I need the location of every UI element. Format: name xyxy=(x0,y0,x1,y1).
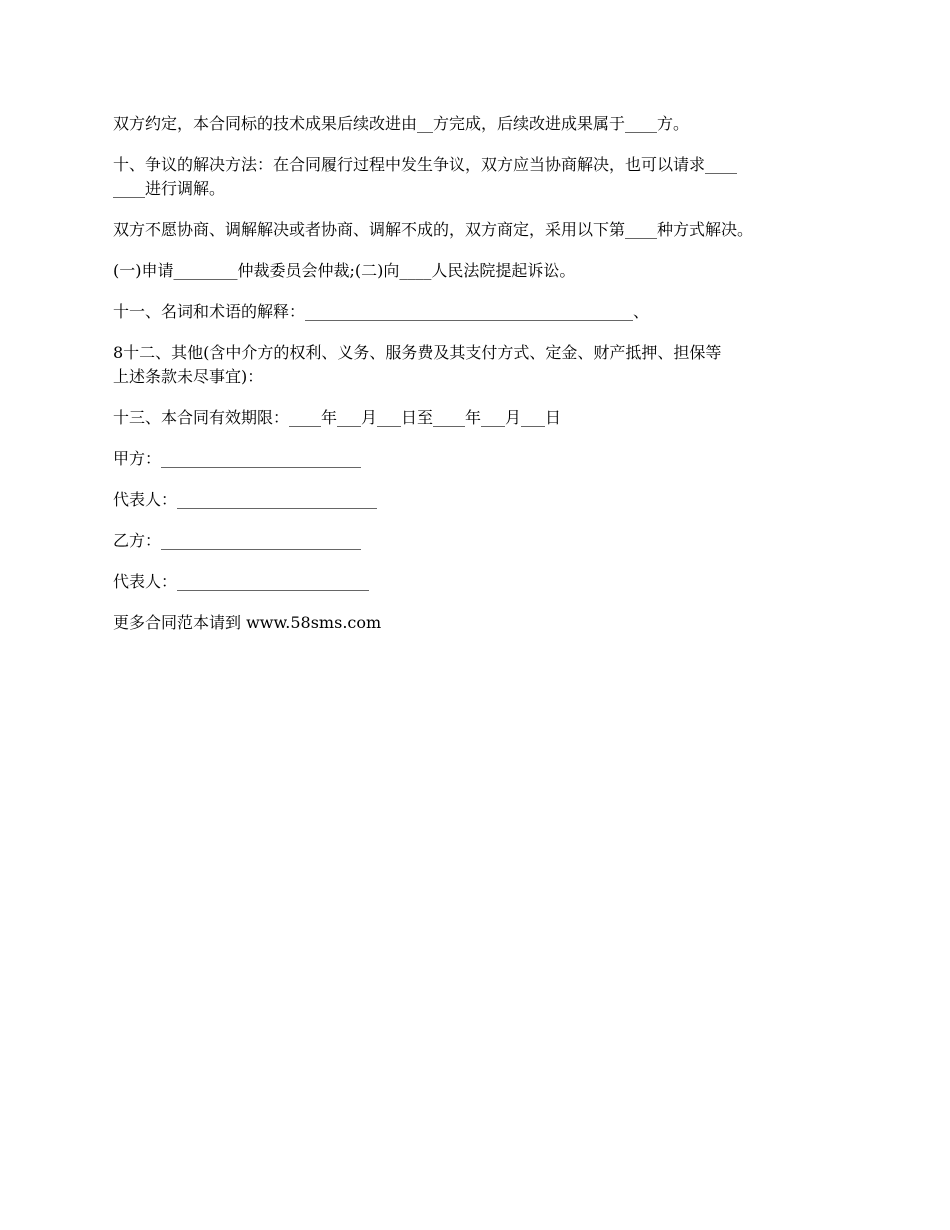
terms-definition-clause: 十一、名词和术语的解释：_________________________________________、 xyxy=(113,302,650,321)
contract-page xyxy=(113,112,873,652)
dispute-method-choice: 双方不愿协商、调解解决或者协商、调解不成的，双方商定，采用以下第____种方式解决。 xyxy=(113,220,754,239)
party-a-line: 甲方：_________________________ xyxy=(113,449,362,468)
party-a-representative-line: 代表人：_________________________ xyxy=(113,490,378,509)
arbitration-litigation-options: (一)申请________仲裁委员会仲裁;(二)向____人民法院提起诉讼。 xyxy=(113,261,576,280)
more-templates-note: 更多合同范本请到 www.58sms.com xyxy=(113,613,382,632)
dispute-resolution-clause: 十、争议的解决方法：在合同履行过程中发生争议，双方应当协商解决，也可以请求____ ____进行调解。 xyxy=(113,155,738,198)
party-b-line: 乙方：_________________________ xyxy=(113,531,362,550)
other-matters-clause: 8十二、其他(含中介方的权利、义务、服务费及其支付方式、定金、财产抵押、担保等 上述条款未尽事宜)： xyxy=(113,343,722,386)
improvement-clause: 双方约定，本合同标的技术成果后续改进由__方完成，后续改进成果属于____方。 xyxy=(113,114,690,133)
party-b-representative-line: 代表人：________________________ xyxy=(113,572,370,591)
validity-period-clause: 十三、本合同有效期限：____年___月___日至____年___月___日 xyxy=(113,408,562,427)
